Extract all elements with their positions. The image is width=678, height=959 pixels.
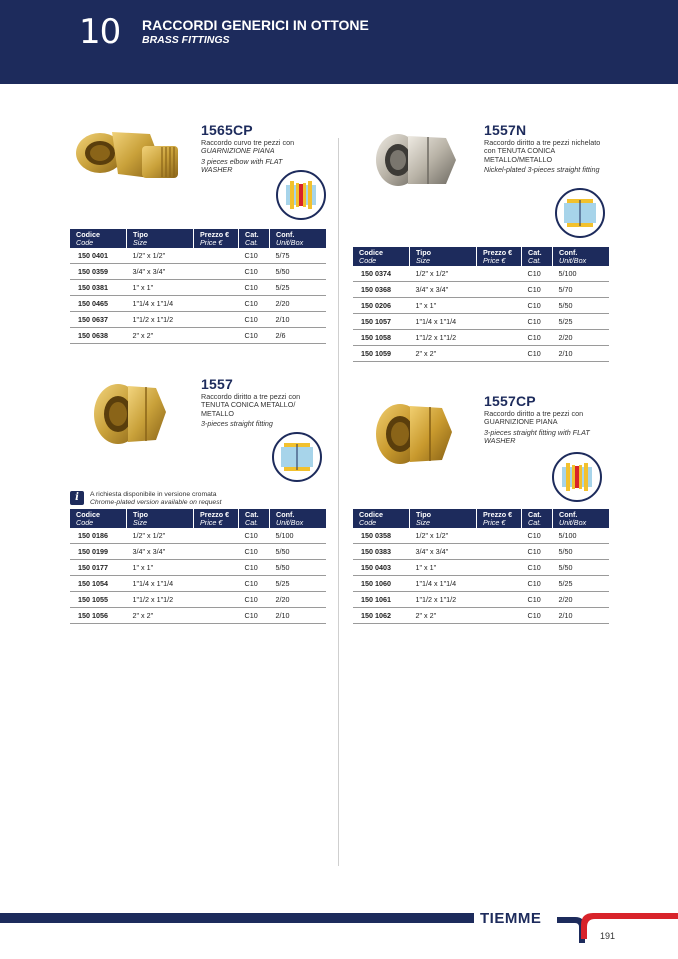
cell-box: 5/25 xyxy=(553,576,610,592)
header-label-en: Size xyxy=(416,518,430,527)
cell-size: 1/2" x 1/2" xyxy=(410,528,477,544)
table-row xyxy=(70,608,326,624)
table-row xyxy=(70,312,326,328)
info-icon: i xyxy=(70,491,84,505)
cell-size: 1"1/4 x 1"1/4 xyxy=(410,314,477,330)
col-size xyxy=(410,247,477,266)
cell-box: 5/25 xyxy=(270,280,327,296)
cell-code: 150 1056 xyxy=(70,608,127,624)
header-label: Conf. xyxy=(559,248,578,257)
header-label-en: Size xyxy=(133,238,147,247)
header-label: Tipo xyxy=(416,248,432,257)
table-row xyxy=(70,248,326,264)
cell-code: 150 1061 xyxy=(353,592,410,608)
cell-price xyxy=(477,592,522,608)
cell-code: 150 0465 xyxy=(70,296,127,312)
cell-code: 150 0381 xyxy=(70,280,127,296)
col-box xyxy=(270,229,327,248)
table-header-row xyxy=(353,247,609,266)
cell-price xyxy=(194,544,239,560)
cell-box: 5/25 xyxy=(270,576,327,592)
product-photo-1565cp xyxy=(72,120,187,192)
cell-code: 150 0368 xyxy=(353,282,410,298)
cell-cat: C10 xyxy=(239,248,270,264)
desc-it-line1: Raccordo curvo tre pezzi con xyxy=(201,138,295,147)
conical-seal-diagram-icon xyxy=(555,188,605,238)
cell-cat: C10 xyxy=(522,528,553,544)
product-description-en: 3 pieces elbow with FLAT WASHER xyxy=(201,156,283,175)
product-description-it: Raccordo diritto a tre pezzi nichelato con TENUTA CONICA METALLO/METALLO xyxy=(484,138,601,164)
table-row xyxy=(353,608,609,624)
cell-cat: C10 xyxy=(239,312,270,328)
product-description-it: Raccordo diritto a tre pezzi con TENUTA CONICA METALLO/ METALLO xyxy=(201,392,301,418)
cell-price xyxy=(194,608,239,624)
cell-box: 5/50 xyxy=(553,544,610,560)
flat-washer-diagram-icon xyxy=(276,170,326,220)
header-label-en: Unit/Box xyxy=(559,518,587,527)
cell-code: 150 0638 xyxy=(70,328,127,344)
table-row xyxy=(353,330,609,346)
table-row xyxy=(70,576,326,592)
header-label: Cat. xyxy=(528,248,542,257)
header-label-en: Cat. xyxy=(528,518,542,527)
cell-box: 2/20 xyxy=(553,330,610,346)
cell-size: 2" x 2" xyxy=(410,608,477,624)
cell-size: 1"1/2 x 1"1/2 xyxy=(410,330,477,346)
cell-price xyxy=(477,314,522,330)
cell-code: 150 0359 xyxy=(70,264,127,280)
cell-price xyxy=(194,328,239,344)
cell-cat: C10 xyxy=(522,266,553,282)
header-label-en: Cat. xyxy=(245,518,259,527)
header-label: Prezzo € xyxy=(483,248,513,257)
brand-logo-icon xyxy=(555,911,678,947)
product-info-1557 xyxy=(201,376,319,429)
cell-price xyxy=(477,528,522,544)
table-row xyxy=(70,528,326,544)
cell-cat: C10 xyxy=(239,544,270,560)
product-description-it: Raccordo diritto a tre pezzi con GUARNIZIONE PIANA xyxy=(484,409,584,427)
cell-box: 5/100 xyxy=(553,528,610,544)
header-label-en: Cat. xyxy=(528,256,542,265)
table-row xyxy=(353,314,609,330)
header-label: Cat. xyxy=(245,230,259,239)
note-text-en: Chrome-plated version available on request xyxy=(90,499,222,506)
cell-price xyxy=(194,296,239,312)
cell-size: 2" x 2" xyxy=(127,328,194,344)
header-label: Conf. xyxy=(276,230,295,239)
cell-box: 5/100 xyxy=(270,528,327,544)
cell-price xyxy=(194,528,239,544)
header-label-en: Unit/Box xyxy=(559,256,587,265)
cell-code: 150 1059 xyxy=(353,346,410,362)
product-description-it xyxy=(201,139,319,156)
table-row xyxy=(353,544,609,560)
product-description-en: 3-pieces straight fitting with FLAT WASHER xyxy=(484,427,590,446)
header-label-en: Price € xyxy=(200,518,223,527)
cell-box: 5/50 xyxy=(270,560,327,576)
product-code: 1557N xyxy=(484,122,527,138)
product-description-en: 3-pieces straight fitting xyxy=(201,419,273,429)
cell-price xyxy=(477,330,522,346)
header-label-en: Code xyxy=(359,256,377,265)
col-code xyxy=(353,247,410,266)
cell-size: 2" x 2" xyxy=(410,346,477,362)
cell-cat: C10 xyxy=(522,298,553,314)
header-label: Tipo xyxy=(416,510,432,519)
cell-code: 150 1058 xyxy=(353,330,410,346)
col-cat xyxy=(522,247,553,266)
header-label: Codice xyxy=(76,510,100,519)
header-label: Tipo xyxy=(133,510,149,519)
cell-price xyxy=(194,576,239,592)
col-code xyxy=(353,509,410,528)
cell-box: 2/10 xyxy=(270,312,327,328)
cell-price xyxy=(477,544,522,560)
cell-price xyxy=(194,312,239,328)
table-row xyxy=(70,544,326,560)
header-label: Codice xyxy=(76,230,100,239)
table-row xyxy=(70,328,326,344)
cell-cat: C10 xyxy=(239,592,270,608)
cell-size: 3/4" x 3/4" xyxy=(410,282,477,298)
cell-price xyxy=(477,346,522,362)
cell-cat: C10 xyxy=(239,264,270,280)
header-label: Codice xyxy=(359,510,383,519)
header-label-en: Code xyxy=(359,518,377,527)
cell-size: 1"1/4 x 1"1/4 xyxy=(127,296,194,312)
cell-cat: C10 xyxy=(522,544,553,560)
cell-price xyxy=(477,298,522,314)
conical-seal-diagram-icon xyxy=(272,432,322,482)
footer-bar xyxy=(0,913,474,923)
cell-code: 150 1060 xyxy=(353,576,410,592)
cell-box: 2/10 xyxy=(553,608,610,624)
header-label: Tipo xyxy=(133,230,149,239)
cell-cat: C10 xyxy=(239,280,270,296)
table-row xyxy=(70,264,326,280)
table-row xyxy=(353,528,609,544)
cell-cat: C10 xyxy=(522,346,553,362)
table-row xyxy=(70,592,326,608)
header-label-en: Unit/Box xyxy=(276,238,304,247)
header-label-en: Price € xyxy=(483,256,506,265)
cell-code: 150 1057 xyxy=(353,314,410,330)
cell-price xyxy=(477,608,522,624)
product-info-1557n xyxy=(484,122,602,175)
header-label: Prezzo € xyxy=(483,510,513,519)
col-price xyxy=(194,229,239,248)
cell-price xyxy=(477,266,522,282)
cell-cat: C10 xyxy=(239,328,270,344)
col-price xyxy=(194,509,239,528)
cell-size: 1" x 1" xyxy=(410,560,477,576)
cell-box: 5/50 xyxy=(270,544,327,560)
cell-box: 2/6 xyxy=(270,328,327,344)
cell-size: 1"1/4 x 1"1/4 xyxy=(410,576,477,592)
page-number: 191 xyxy=(600,931,616,941)
cell-box: 5/75 xyxy=(270,248,327,264)
table-row xyxy=(70,560,326,576)
cell-code: 150 1055 xyxy=(70,592,127,608)
product-photo-1557n xyxy=(372,124,462,194)
cell-box: 5/70 xyxy=(553,282,610,298)
product-table-1557 xyxy=(70,509,326,624)
table-header-row xyxy=(70,509,326,528)
cell-code: 150 0401 xyxy=(70,248,127,264)
table-row xyxy=(353,282,609,298)
header-label-en: Size xyxy=(416,256,430,265)
product-table-1565cp xyxy=(70,229,326,344)
cell-box: 2/10 xyxy=(553,346,610,362)
cell-price xyxy=(477,282,522,298)
chapter-subtitle: BRASS FITTINGS xyxy=(142,34,230,46)
col-size xyxy=(127,509,194,528)
note-text-it: A richiesta disponibile in versione cromata xyxy=(90,491,217,498)
header-label-en: Unit/Box xyxy=(276,518,304,527)
cell-price xyxy=(194,280,239,296)
product-code: 1565CP xyxy=(201,122,253,138)
header-label-en: Size xyxy=(133,518,147,527)
header-label-en: Code xyxy=(76,238,94,247)
cell-box: 2/10 xyxy=(270,608,327,624)
cell-code: 150 0383 xyxy=(353,544,410,560)
col-box xyxy=(553,509,610,528)
product-photo-1557cp xyxy=(372,394,462,474)
header-label: Conf. xyxy=(559,510,578,519)
cell-size: 1"1/4 x 1"1/4 xyxy=(127,576,194,592)
cell-box: 2/20 xyxy=(270,296,327,312)
cell-code: 150 0403 xyxy=(353,560,410,576)
cell-size: 1"1/2 x 1"1/2 xyxy=(410,592,477,608)
product-table-1557n xyxy=(353,247,609,362)
table-header-row xyxy=(353,509,609,528)
product-photo-1557 xyxy=(90,372,170,452)
product-table-1557cp xyxy=(353,509,609,624)
cell-cat: C10 xyxy=(522,560,553,576)
chapter-number: 10 xyxy=(79,12,121,52)
cell-code: 150 0358 xyxy=(353,528,410,544)
cell-price xyxy=(477,576,522,592)
cell-box: 5/100 xyxy=(553,266,610,282)
header-label-en: Price € xyxy=(483,518,506,527)
cell-price xyxy=(194,264,239,280)
cell-cat: C10 xyxy=(522,282,553,298)
cell-size: 1"1/2 x 1"1/2 xyxy=(127,312,194,328)
cell-box: 5/50 xyxy=(270,264,327,280)
cell-size: 1/2" x 1/2" xyxy=(127,528,194,544)
header-label: Conf. xyxy=(276,510,295,519)
cell-price xyxy=(477,560,522,576)
header-label: Prezzo € xyxy=(200,510,230,519)
table-row xyxy=(353,576,609,592)
col-price xyxy=(477,509,522,528)
cell-size: 1/2" x 1/2" xyxy=(410,266,477,282)
cell-cat: C10 xyxy=(239,608,270,624)
col-code xyxy=(70,509,127,528)
product-info-1565cp xyxy=(201,122,319,175)
cell-box: 5/50 xyxy=(553,560,610,576)
cell-cat: C10 xyxy=(522,330,553,346)
column-divider xyxy=(338,138,339,866)
header-label-en: Price € xyxy=(200,238,223,247)
desc-it-line2: GUARNIZIONE PIANA xyxy=(201,146,275,156)
col-size xyxy=(410,509,477,528)
cell-price xyxy=(194,560,239,576)
cell-code: 150 0637 xyxy=(70,312,127,328)
col-cat xyxy=(239,509,270,528)
cell-cat: C10 xyxy=(522,592,553,608)
cell-code: 150 0199 xyxy=(70,544,127,560)
cell-cat: C10 xyxy=(522,608,553,624)
table-row xyxy=(353,266,609,282)
cell-box: 2/20 xyxy=(270,592,327,608)
header-label: Prezzo € xyxy=(200,230,230,239)
cell-box: 5/50 xyxy=(553,298,610,314)
cell-size: 3/4" x 3/4" xyxy=(127,264,194,280)
col-cat xyxy=(239,229,270,248)
cell-size: 1" x 1" xyxy=(127,280,194,296)
table-row xyxy=(353,560,609,576)
cell-size: 3/4" x 3/4" xyxy=(410,544,477,560)
cell-size: 1/2" x 1/2" xyxy=(127,248,194,264)
col-size xyxy=(127,229,194,248)
header-label-en: Cat. xyxy=(245,238,259,247)
cell-size: 1" x 1" xyxy=(127,560,194,576)
col-price xyxy=(477,247,522,266)
cell-price xyxy=(194,592,239,608)
cell-box: 5/25 xyxy=(553,314,610,330)
cell-box: 2/20 xyxy=(553,592,610,608)
table-row xyxy=(70,296,326,312)
cell-cat: C10 xyxy=(239,576,270,592)
cell-cat: C10 xyxy=(239,296,270,312)
cell-size: 1"1/2 x 1"1/2 xyxy=(127,592,194,608)
cell-cat: C10 xyxy=(239,560,270,576)
col-box xyxy=(270,509,327,528)
cell-code: 150 0206 xyxy=(353,298,410,314)
flat-washer-diagram-icon xyxy=(552,452,602,502)
header-label-en: Code xyxy=(76,518,94,527)
cell-size: 1" x 1" xyxy=(410,298,477,314)
header-label: Codice xyxy=(359,248,383,257)
col-cat xyxy=(522,509,553,528)
table-row xyxy=(353,592,609,608)
cell-code: 150 1054 xyxy=(70,576,127,592)
header-label: Cat. xyxy=(528,510,542,519)
product-code: 1557CP xyxy=(484,393,536,409)
product-code: 1557 xyxy=(201,376,233,392)
col-box xyxy=(553,247,610,266)
cell-cat: C10 xyxy=(239,528,270,544)
cell-cat: C10 xyxy=(522,576,553,592)
col-code xyxy=(70,229,127,248)
cell-code: 150 0177 xyxy=(70,560,127,576)
table-row xyxy=(70,280,326,296)
header-label: Cat. xyxy=(245,510,259,519)
chapter-title: RACCORDI GENERICI IN OTTONE xyxy=(142,17,369,33)
cell-size: 3/4" x 3/4" xyxy=(127,544,194,560)
cell-code: 150 0374 xyxy=(353,266,410,282)
cell-cat: C10 xyxy=(522,314,553,330)
cell-price xyxy=(194,248,239,264)
cell-code: 150 1062 xyxy=(353,608,410,624)
table-header-row xyxy=(70,229,326,248)
table-row xyxy=(353,346,609,362)
product-info-1557cp xyxy=(484,393,602,446)
cell-size: 2" x 2" xyxy=(127,608,194,624)
brand-name: TIEMME xyxy=(480,910,542,927)
page-header xyxy=(0,0,678,84)
product-description-en: Nickel-plated 3-pieces straight fitting xyxy=(484,165,600,175)
cell-code: 150 0186 xyxy=(70,528,127,544)
table-row xyxy=(353,298,609,314)
